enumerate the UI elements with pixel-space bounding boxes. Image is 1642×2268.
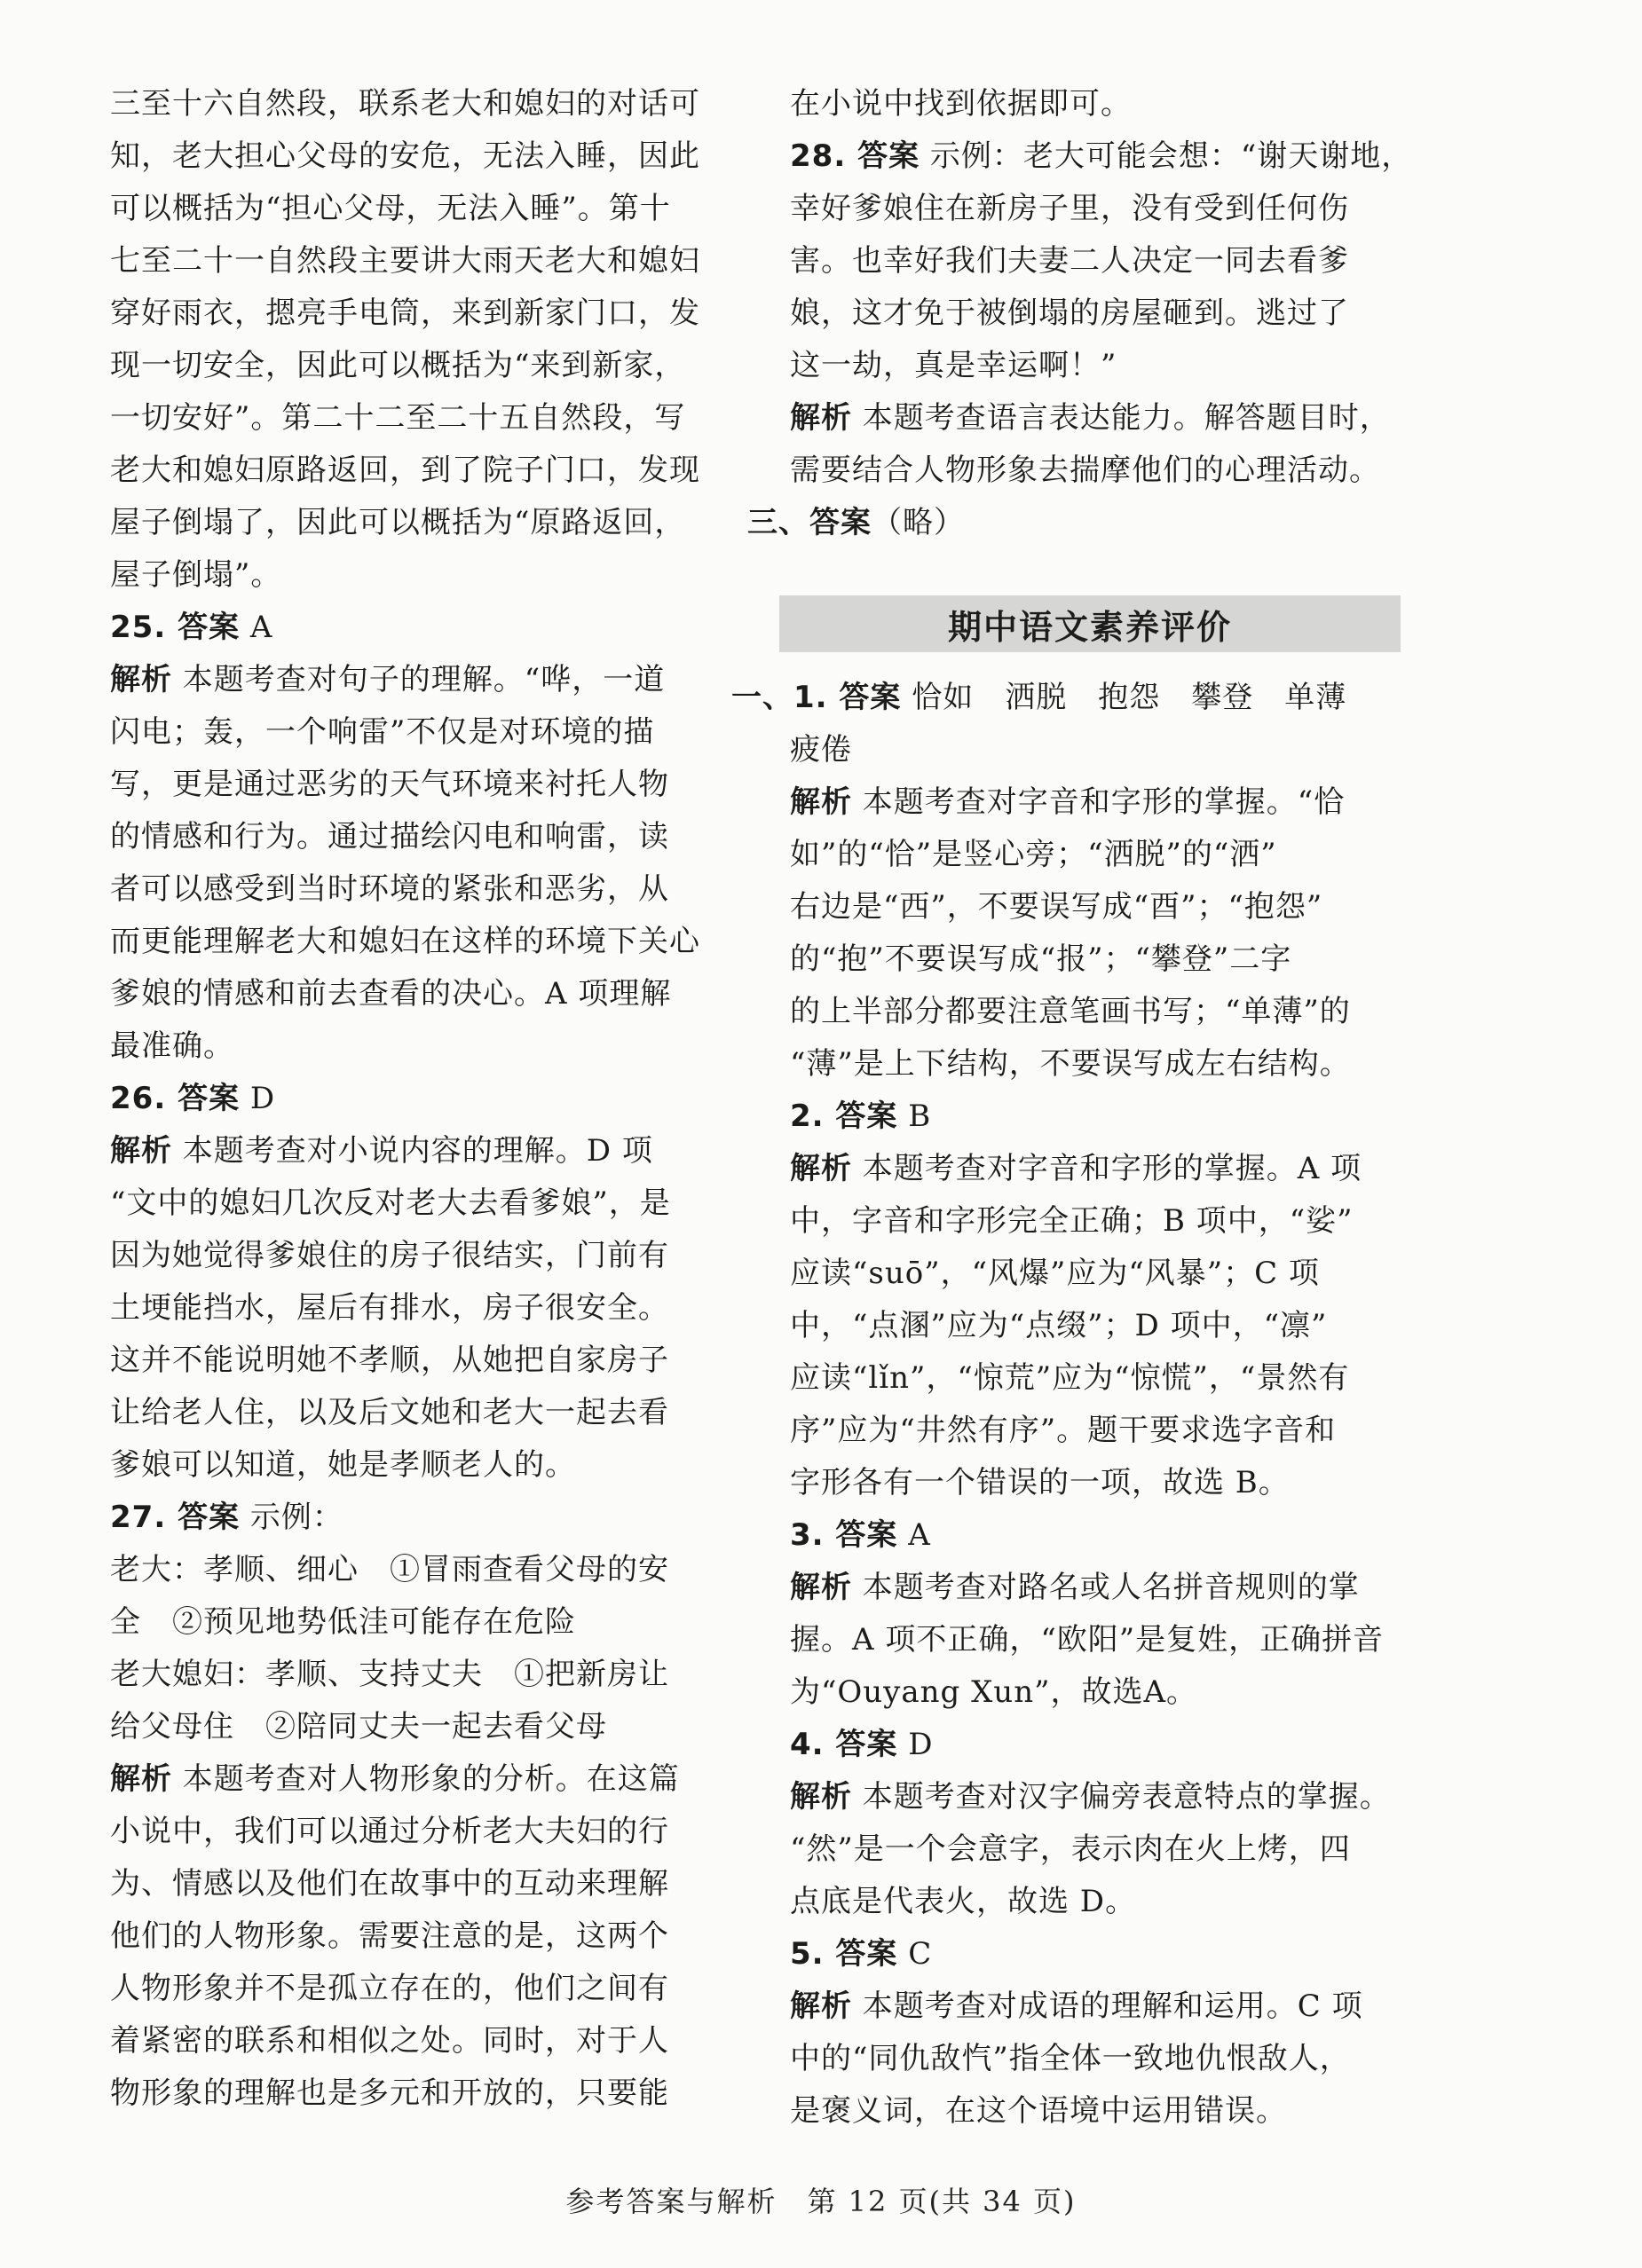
- text-line: 的“抱”不要误写成“报”；“攀登”二字: [790, 941, 1292, 977]
- answer-label: 解析: [790, 1988, 852, 2024]
- text-line: 是褒义词，在这个语境中运用错误。: [790, 2093, 1287, 2129]
- text-line: 闪电；轰，一个响雷”不仅是对环境的描: [110, 714, 655, 750]
- text-line: 右边是“西”，不要误写成“酉”；“抱怨”: [790, 889, 1323, 925]
- text-line: “薄”是上下结构，不要误写成左右结构。: [790, 1046, 1351, 1082]
- text-line: 因为她觉得爹娘住的房子很结实，门前有: [110, 1238, 669, 1273]
- text-line: 疲倦: [790, 732, 852, 768]
- answer-label: 26. 答案: [110, 1081, 241, 1116]
- text-line: 者可以感受到当时环境的紧张和恶劣，从: [110, 871, 669, 907]
- answer-line: [790, 130, 1429, 183]
- left-column: [110, 78, 700, 2120]
- text-line: 土埂能挡水，屋后有排水，房子很安全。: [110, 1290, 669, 1326]
- answer-label: 3. 答案: [790, 1517, 898, 1553]
- answer-text: 本题考查对小说内容的理解。D 项: [172, 1133, 653, 1169]
- text-line: 老大：孝顺、细心 ①冒雨查看父母的安: [110, 1552, 669, 1587]
- text-line: 写，更是通过恶劣的天气环境来衬托人物: [110, 767, 669, 802]
- answer-text: 本题考查对人物形象的分析。在这篇: [172, 1761, 680, 1797]
- answer-text: A: [240, 610, 273, 645]
- text-line: 老大和媳妇原路返回，到了院子门口，发现: [110, 453, 700, 488]
- text-line: 序”应为“井然有序”。题干要求选字音和: [790, 1413, 1337, 1448]
- answer-label: 解析: [110, 1133, 172, 1169]
- page-footer: 参考答案与解析 第 12 页(共 34 页): [565, 2185, 1077, 2218]
- text-line: 的上半部分都要注意笔画书写；“单薄”的: [790, 994, 1351, 1029]
- text-line: “然”是一个会意字，表示肉在火上烤，四: [790, 1831, 1351, 1867]
- answer-line: [110, 1073, 678, 1125]
- answer-text: 本题考查对汉字偏旁表意特点的掌握。: [852, 1779, 1391, 1815]
- answer-text: D: [240, 1081, 276, 1116]
- text-line: 三至十六自然段，联系老大和媳妇的对话可: [110, 86, 700, 122]
- answer-label: 解析: [790, 1779, 852, 1815]
- answer-text: D: [897, 1727, 934, 1762]
- answer-text: A: [897, 1517, 931, 1553]
- text-line: 中的“同仇敌忾”指全体一致地仇恨敌人，: [790, 2041, 1351, 2076]
- answer-label: 1. 答案: [793, 680, 902, 715]
- text-line: 幸好爹娘住在新房子里，没有受到任何伤: [790, 191, 1349, 226]
- text-line: “文中的媳妇几次反对老大去看爹娘”，是: [110, 1185, 671, 1221]
- text-line: 害。也幸好我们夫妻二人决定一同去看爹: [790, 243, 1349, 279]
- answer-label: 解析: [110, 1761, 172, 1797]
- text-line: 爹娘的情感和前去查看的决心。A 项理解: [110, 976, 672, 1012]
- text-line: 需要结合人物形象去揣摩他们的心理活动。: [790, 453, 1380, 488]
- answer-label: 解析: [790, 400, 852, 436]
- text-line: 如”的“恰”是竖心旁；“洒脱”的“洒”: [790, 837, 1277, 872]
- section-number: 三、: [747, 505, 809, 540]
- text-line: 知，老大担心父母的安危，无法入睡，因此: [110, 138, 700, 174]
- text-line: 这一劫，真是幸运啊！”: [790, 348, 1117, 383]
- answer-text: 本题考查语言表达能力。解答题目时，: [852, 400, 1391, 436]
- answer-label: 28. 答案: [790, 138, 920, 174]
- right-column: [731, 78, 1429, 2138]
- text-line: 爹娘可以知道，她是孝顺老人的。: [110, 1447, 576, 1483]
- text-line: 现一切安全，因此可以概括为“来到新家，: [110, 348, 686, 383]
- text-line: 在小说中找到依据即可。: [790, 86, 1132, 122]
- section-number: 一、: [731, 680, 793, 715]
- answer-line: [790, 1719, 1429, 1771]
- answer-line: [790, 1091, 1429, 1143]
- answer-line: [110, 654, 678, 706]
- right-bottom-block: [790, 724, 1429, 2138]
- text-line: 一切安好”。第二十二至二十五自然段，写: [110, 400, 686, 436]
- answer-label: 解析: [790, 1151, 852, 1186]
- text-line: 可以概括为“担心父母，无法入睡”。第十: [110, 191, 671, 226]
- answer-text: 本题考查对字音和字形的掌握。A 项: [852, 1151, 1362, 1186]
- text-line: 娘，这才免于被倒塌的房屋砸到。逃过了: [790, 295, 1349, 331]
- answer-line: [790, 392, 1429, 445]
- answer-line: [110, 1753, 678, 1806]
- answer-text: 本题考查对句子的理解。“哗，一道: [172, 662, 666, 697]
- answer-label: 解析: [790, 1570, 852, 1605]
- text-line: 小说中，我们可以通过分析老大夫妇的行: [110, 1814, 669, 1849]
- text-line: 为、情感以及他们在故事中的互动来理解: [110, 1866, 669, 1902]
- answer-label: 25. 答案: [110, 610, 241, 645]
- answer-label: 2. 答案: [790, 1099, 898, 1134]
- text-line: 着紧密的联系和相似之处。同时，对于人: [110, 2023, 669, 2059]
- answer-line: [110, 1125, 678, 1177]
- section-three: [747, 497, 1429, 549]
- answer-label: 解析: [110, 662, 172, 697]
- answer-label: 答案: [809, 505, 872, 540]
- answer-text: 示例：: [240, 1500, 343, 1535]
- right-top-block: [790, 78, 1429, 497]
- text-line: 为“Ouyang Xun”，故选A。: [790, 1674, 1198, 1710]
- text-line: 七至二十一自然段主要讲大雨天老大和媳妇: [110, 243, 700, 279]
- answer-line: [790, 1771, 1429, 1823]
- answer-label: 27. 答案: [110, 1500, 241, 1535]
- text-line: 屋子倒塌了，因此可以概括为“原路返回，: [110, 505, 686, 540]
- answer-text: C: [897, 1936, 933, 1972]
- text-line: 中，“点溷”应为“点缀”；D 项中，“凛”: [790, 1308, 1328, 1343]
- text-line: 让给老人住，以及后文她和老大一起去看: [110, 1395, 669, 1430]
- answer-line: [110, 602, 678, 654]
- text-line: 中，字音和字形完全正确；B 项中，“娑”: [790, 1203, 1354, 1239]
- text-line: 全 ②预见地势低洼可能存在危险: [110, 1604, 576, 1640]
- answer-line: [790, 1562, 1429, 1614]
- answer-line: [790, 1981, 1429, 2033]
- answer-line: [790, 1143, 1429, 1195]
- text-line: 应读“lǐn”，“惊荒”应为“惊慌”，“景然有: [790, 1360, 1350, 1396]
- answer-line: [790, 1928, 1429, 1981]
- answer-text: 恰如 洒脱 抱怨 攀登 单薄: [901, 680, 1347, 715]
- answer-line: [110, 1492, 678, 1544]
- answer-text: B: [897, 1099, 932, 1134]
- text-line: 穿好雨衣，摁亮手电筒，来到新家门口，发: [110, 295, 700, 331]
- text-line: 他们的人物形象。需要注意的是，这两个: [110, 1918, 669, 1954]
- text-line: 物形象的理解也是多元和开放的，只要能: [110, 2075, 669, 2111]
- answer-line: [790, 776, 1429, 829]
- text-line: 老大媳妇：孝顺、支持丈夫 ①把新房让: [110, 1657, 669, 1692]
- section-banner: 期中语文素养评价: [779, 595, 1401, 652]
- text-line: 而更能理解老大和媳妇在这样的环境下关心: [110, 924, 700, 959]
- answer-text: 本题考查对成语的理解和运用。C 项: [852, 1988, 1363, 2024]
- answer-text: 本题考查对路名或人名拼音规则的掌: [852, 1570, 1360, 1605]
- text-line: 应读“suō”，“风爆”应为“风暴”；C 项: [790, 1256, 1320, 1291]
- text-line: 字形各有一个错误的一项，故选 B。: [790, 1465, 1290, 1500]
- answer-line: [790, 1509, 1429, 1562]
- text-line: 握。A 项不正确，“欧阳”是复姓，正确拼音: [790, 1622, 1385, 1658]
- answer-text: （略）: [872, 505, 965, 540]
- section-one-head: [731, 672, 1429, 724]
- answer-label: 5. 答案: [790, 1936, 898, 1972]
- text-line: 最准确。: [110, 1028, 234, 1064]
- answer-text: 本题考查对字音和字形的掌握。“恰: [852, 784, 1346, 820]
- text-line: 点底是代表火，故选 D。: [790, 1884, 1137, 1919]
- text-line: 的情感和行为。通过描绘闪电和响雷，读: [110, 819, 669, 854]
- text-line: 屋子倒塌”。: [110, 557, 282, 593]
- text-line: 给父母住 ②陪同丈夫一起去看父母: [110, 1709, 607, 1744]
- answer-label: 4. 答案: [790, 1727, 898, 1762]
- answer-text: 示例：老大可能会想：“谢天谢地，: [920, 138, 1413, 174]
- text-line: 人物形象并不是孤立存在的，他们之间有: [110, 1971, 669, 2006]
- answer-label: 解析: [790, 784, 852, 820]
- text-line: 这并不能说明她不孝顺，从她把自家房子: [110, 1343, 669, 1378]
